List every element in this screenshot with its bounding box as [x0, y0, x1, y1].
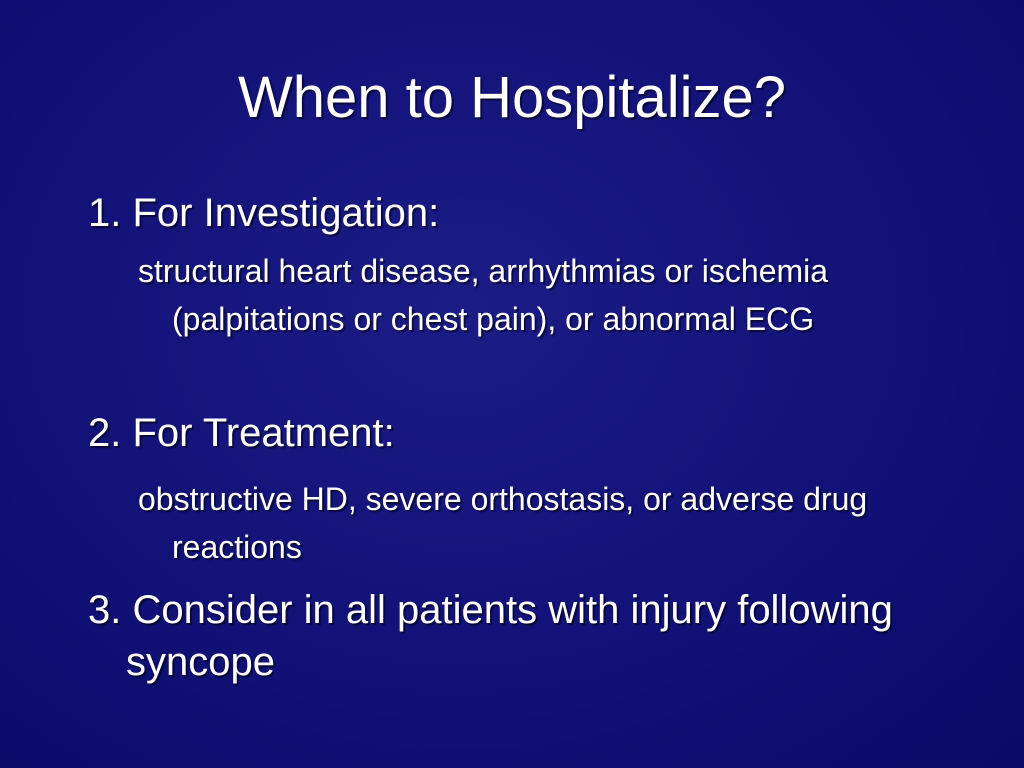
- list-item-investigation-detail: structural heart disease, arrhythmias or ischemia (palpitations or chest pain), or abnormal ECG: [138, 253, 829, 337]
- slide-title: When to Hospitalize?: [237, 65, 787, 130]
- list-item-investigation-heading: 1. For Investigation:: [88, 191, 440, 235]
- list-item-treatment-detail: obstructive HD, severe orthostasis, or adverse drug reactions: [138, 481, 868, 565]
- list-item-treatment-heading: 2. For Treatment:: [88, 411, 395, 455]
- list-item-consider-heading: 3. Consider in all patients with injury following syncope: [88, 588, 893, 684]
